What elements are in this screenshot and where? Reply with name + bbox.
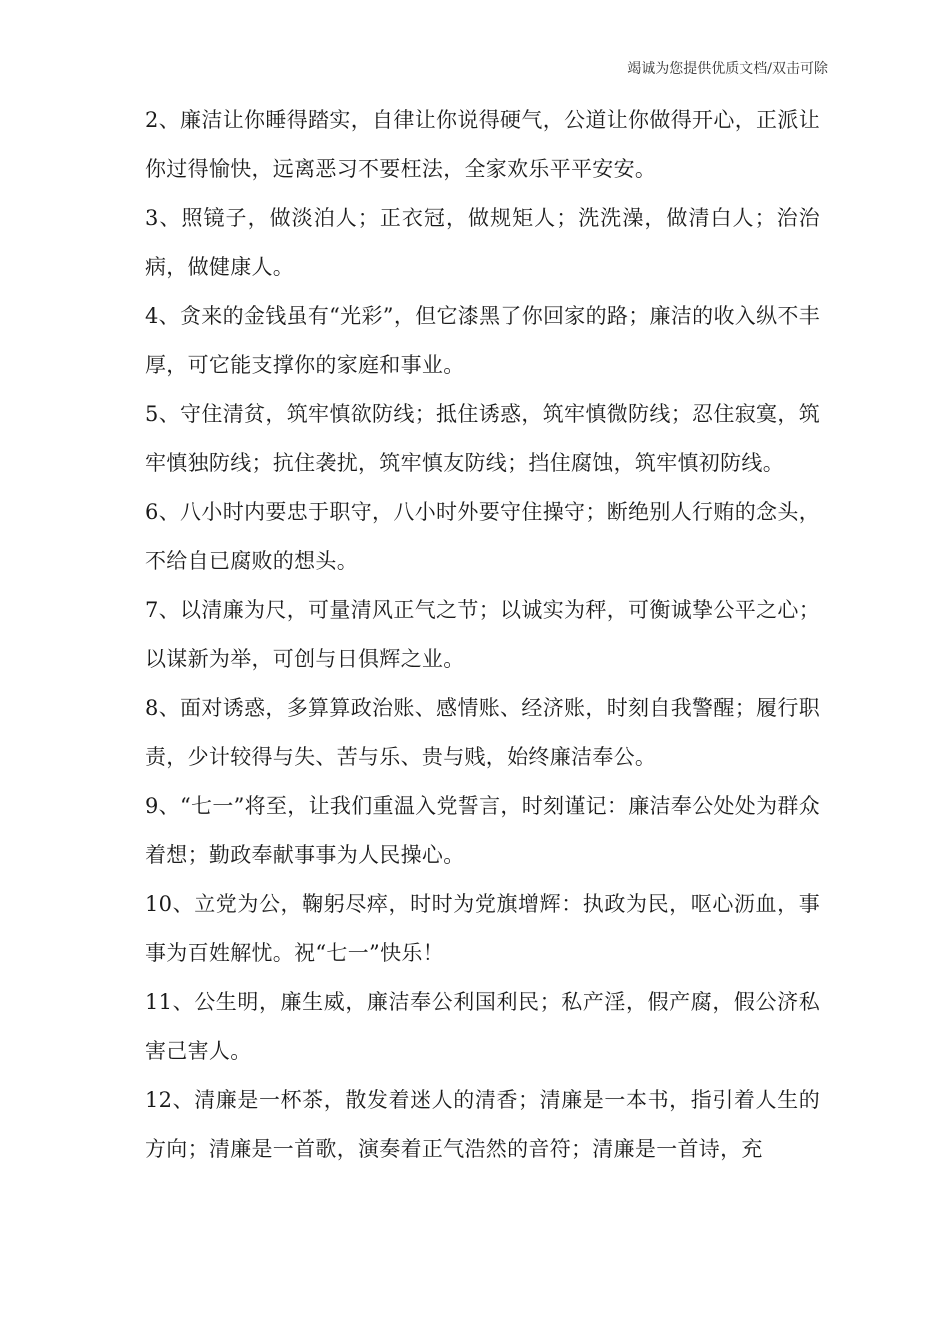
paragraph: 12、清廉是一杯茶，散发着迷人的清香；清廉是一本书，指引着人生的方向；清廉是一首歌，演奏着正气浩然的音符；清廉是一首诗，充: [145, 1088, 820, 1161]
paragraph: 9、“七一”将至，让我们重温入党誓言，时刻谨记：廉洁奉公处处为群众着想；勤政奉献事事为人民操心。: [145, 794, 820, 867]
paragraph: 4、贪来的金钱虽有“光彩”，但它漆黑了你回家的路；廉洁的收入纵不丰厚，可它能支撑你的家庭和事业。: [145, 304, 820, 377]
paragraph: 11、公生明，廉生威，廉洁奉公利国利民；私产淫，假产腐，假公济私害己害人。: [145, 990, 820, 1063]
document-body: [145, 96, 820, 1174]
paragraph: 2、廉洁让你睡得踏实，自律让你说得硬气，公道让你做得开心，正派让你过得愉快，远离恶习不要枉法，全家欢乐平平安安。: [145, 108, 820, 181]
paragraph: 7、以清廉为尺，可量清风正气之节；以诚实为秤，可衡诚挚公平之心；以谋新为举，可创与日俱辉之业。: [145, 598, 820, 671]
paragraph: 5、守住清贫，筑牢慎欲防线；抵住诱惑，筑牢慎微防线；忍住寂寞，筑牢慎独防线；抗住袭扰，筑牢慎友防线；挡住腐蚀，筑牢慎初防线。: [145, 402, 820, 475]
paragraph: 3、照镜子，做淡泊人；正衣冠，做规矩人；洗洗澡，做清白人；治治病，做健康人。: [145, 206, 820, 279]
paragraph: 10、立党为公，鞠躬尽瘁，时时为党旗增辉：执政为民，呕心沥血，事事为百姓解忧。祝“七一”快乐！: [145, 892, 820, 965]
paragraph: 6、八小时内要忠于职守，八小时外要守住操守；断绝别人行贿的念头，不给自已腐败的想头。: [145, 500, 820, 573]
paragraph: 8、面对诱惑，多算算政治账、感情账、经济账，时刻自我警醒；履行职责，少计较得与失、苦与乐、贵与贱，始终廉洁奉公。: [145, 696, 820, 769]
header-note: 竭诚为您提供优质文档/双击可除: [627, 61, 828, 77]
